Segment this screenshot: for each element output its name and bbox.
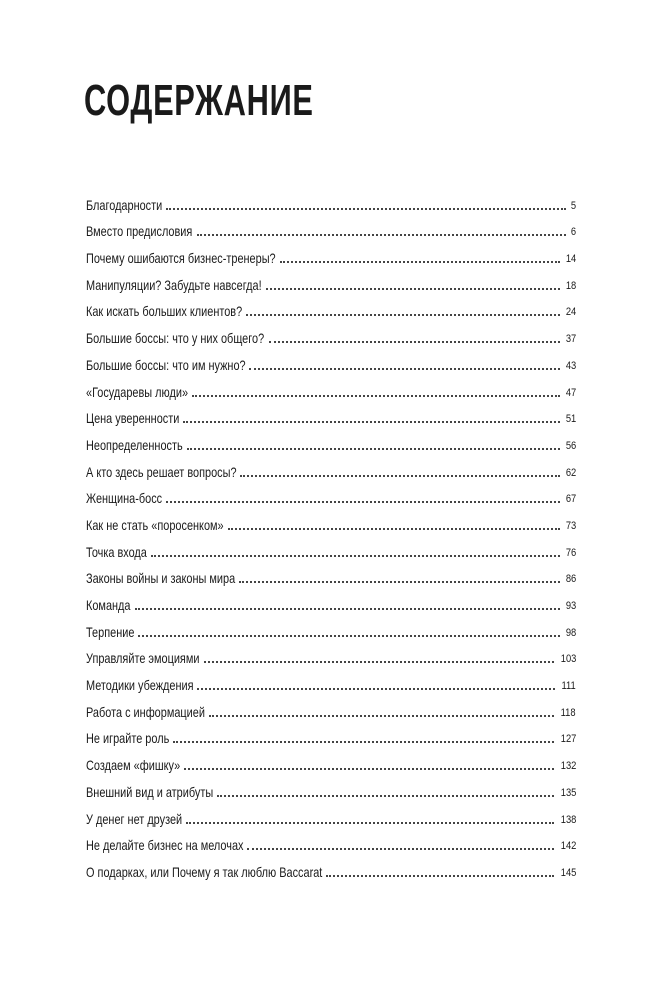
toc-entry-page-number: 67 <box>565 493 576 506</box>
toc-entry <box>86 533 576 560</box>
toc-entry-page-number: 118 <box>561 706 576 719</box>
toc-entry-title: Почему ошибаются бизнес-тренеры? <box>86 250 276 267</box>
toc-entry <box>86 506 576 533</box>
toc-entry-page-number: 86 <box>565 573 576 586</box>
toc-entry-title: Команда <box>86 597 131 613</box>
toc-entry <box>86 186 576 213</box>
dot-leader <box>184 768 554 770</box>
toc-entry <box>86 239 576 266</box>
toc-entry-title: Законы войны и законы мира <box>86 570 236 587</box>
toc-entry-title: Работа с информацией <box>86 703 205 720</box>
toc-entry-page-number: 6 <box>570 226 576 239</box>
toc-entry-page-number: 76 <box>565 546 576 559</box>
toc-entry-title: Большие боссы: что у них общего? <box>86 330 265 347</box>
dot-leader <box>183 421 560 423</box>
toc-entry <box>86 400 576 427</box>
toc-entry <box>86 373 576 400</box>
toc-entry-title: Не играйте роль <box>86 730 170 747</box>
toc-entry-title: Как не стать «поросенком» <box>86 516 224 533</box>
dot-leader <box>269 341 560 343</box>
dot-leader <box>186 822 553 824</box>
toc-entry <box>86 480 576 507</box>
toc-entry-page-number: 73 <box>565 519 576 532</box>
toc-entry-page-number: 145 <box>560 866 576 879</box>
dot-leader <box>135 608 560 610</box>
dot-leader <box>217 795 553 797</box>
dot-leader <box>280 261 560 263</box>
toc-entry-title: Как искать больших клиентов? <box>86 303 243 320</box>
toc-entry-page-number: 37 <box>565 333 576 346</box>
toc-entry <box>86 453 576 480</box>
toc-entry <box>86 827 576 854</box>
toc-entry-title: У денег нет друзей <box>86 810 183 827</box>
toc-entry-page-number: 5 <box>570 199 576 212</box>
toc-entry-page-number: 135 <box>560 786 576 799</box>
dot-leader <box>166 208 566 210</box>
toc-entry-title: Благодарности <box>86 196 163 213</box>
toc-entry-title: Внешний вид и атрибуты <box>86 783 214 800</box>
toc-entry <box>86 720 576 747</box>
dot-leader <box>173 741 554 743</box>
dot-leader <box>197 234 566 236</box>
toc-entry-page-number: 24 <box>565 306 576 319</box>
toc-entry-title: Вместо предисловия <box>86 223 193 240</box>
toc-entry-title: Манипуляции? Забудьте навсегда! <box>86 276 262 293</box>
toc-entry <box>86 693 576 720</box>
toc-entry <box>86 319 576 346</box>
toc-entry-page-number: 142 <box>560 840 576 853</box>
dot-leader <box>326 875 553 877</box>
toc-entry <box>86 293 576 320</box>
toc-entry-page-number: 98 <box>565 626 576 639</box>
dot-leader <box>228 528 560 530</box>
toc-entry-title: Цена уверенности <box>86 410 180 427</box>
dot-leader <box>246 314 559 316</box>
toc-entry-page-number: 62 <box>565 466 576 479</box>
toc-entry-title: Точка входа <box>86 543 147 560</box>
toc-entry-title: Неопределенность <box>86 436 183 453</box>
toc-entry <box>86 213 576 240</box>
page-title: СОДЕРЖАНИЕ <box>84 76 314 125</box>
toc-entry-title: Создаем «фишку» <box>86 757 181 774</box>
toc-entry-title: О подарках, или Почему я так люблю Baccarat <box>86 863 323 880</box>
dot-leader <box>138 635 559 637</box>
dot-leader <box>239 581 559 583</box>
dot-leader <box>266 288 560 290</box>
toc-entry-title: Не делайте бизнес на мелочах <box>86 837 244 854</box>
toc-entry-title: Терпение <box>86 623 135 640</box>
toc-entry-title: «Государевы люди» <box>86 383 189 400</box>
toc-entry <box>86 746 576 773</box>
toc-entry-page-number: 56 <box>565 439 576 452</box>
dot-leader <box>204 661 554 663</box>
dot-leader <box>249 368 560 370</box>
toc-entry-page-number: 93 <box>565 600 576 612</box>
toc-entry-page-number: 127 <box>560 733 576 746</box>
toc-entry-page-number: 51 <box>565 413 576 426</box>
toc-entry-page-number: 138 <box>560 813 576 826</box>
toc-entry <box>86 640 576 667</box>
toc-entry <box>86 586 576 613</box>
toc-entry <box>86 560 576 587</box>
toc-entry <box>86 853 576 880</box>
toc-entry <box>86 266 576 293</box>
toc-entry-page-number: 47 <box>565 386 576 399</box>
toc-entry-page-number: 111 <box>561 680 576 693</box>
dot-leader <box>166 501 560 503</box>
toc-entry-page-number: 43 <box>565 359 576 372</box>
toc-entry-page-number: 18 <box>565 279 576 292</box>
dot-leader <box>247 848 553 850</box>
table-of-contents <box>86 186 576 880</box>
dot-leader <box>192 395 560 397</box>
toc-entry <box>86 800 576 827</box>
toc-entry <box>86 613 576 640</box>
toc-entry-title: Большие боссы: что им нужно? <box>86 356 246 373</box>
dot-leader <box>197 688 555 690</box>
toc-entry-page-number: 132 <box>560 760 576 773</box>
toc-entry-title: Управляйте эмоциями <box>86 650 200 667</box>
toc-entry <box>86 773 576 800</box>
dot-leader <box>240 475 559 477</box>
toc-entry <box>86 426 576 453</box>
dot-leader <box>209 715 554 717</box>
toc-entry <box>86 346 576 373</box>
dot-leader <box>151 555 560 557</box>
toc-entry-title: Женщина-босс <box>86 490 163 507</box>
toc-entry-page-number: 103 <box>560 653 576 666</box>
toc-entry-page-number: 14 <box>565 253 576 266</box>
toc-entry-title: Методики убеждения <box>86 677 194 694</box>
toc-entry <box>86 666 576 693</box>
dot-leader <box>187 448 560 450</box>
toc-entry-title: А кто здесь решает вопросы? <box>86 463 237 480</box>
